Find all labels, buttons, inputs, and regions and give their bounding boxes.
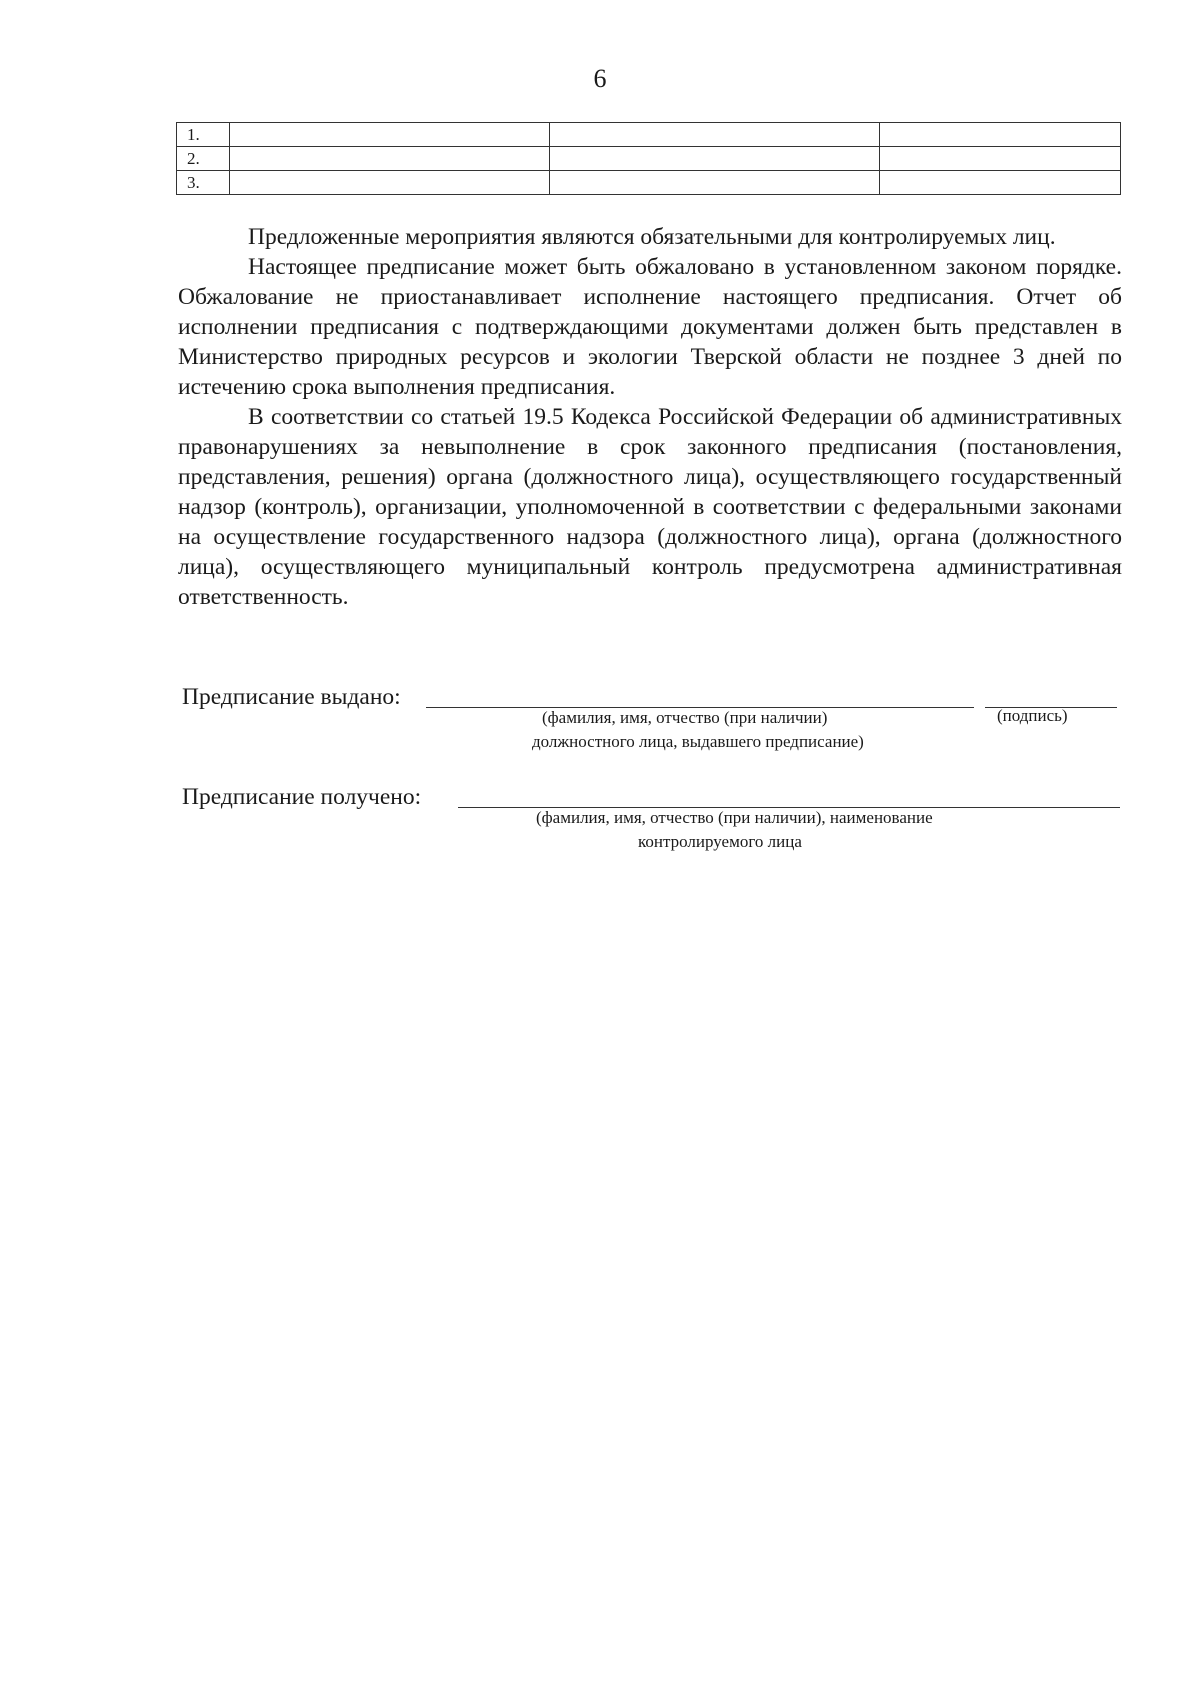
table-cell xyxy=(230,147,550,171)
table-cell-number: 3. xyxy=(177,171,230,195)
table-cell xyxy=(230,123,550,147)
table-cell xyxy=(880,171,1121,195)
issued-name-caption-line1: (фамилия, имя, отчество (при наличии) xyxy=(542,708,828,727)
issued-label: Предписание выдано: xyxy=(182,684,401,710)
table-row xyxy=(177,171,1121,195)
received-label: Предписание получено: xyxy=(182,784,422,810)
issued-signature-caption: (подпись) xyxy=(997,706,1068,725)
table-cell-number: 1. xyxy=(177,123,230,147)
table-row xyxy=(177,147,1121,171)
table-row xyxy=(177,123,1121,147)
paragraph-mandatory-measures: Предложенные мероприятия являются обязательными для контролируемых лиц. xyxy=(248,224,1056,250)
table-cell xyxy=(230,171,550,195)
received-caption-line1: (фамилия, имя, отчество (при наличии), наименование xyxy=(536,808,933,827)
issued-name-caption-line2: должностного лица, выдавшего предписание) xyxy=(532,732,864,751)
body-text xyxy=(178,222,1122,612)
table-cell xyxy=(880,147,1121,171)
table-cell xyxy=(550,171,880,195)
actions-table xyxy=(176,122,1121,195)
table-cell-number: 2. xyxy=(177,147,230,171)
page-number: 6 xyxy=(593,64,607,93)
received-caption-line2: контролируемого лица xyxy=(638,832,802,851)
table-cell xyxy=(550,123,880,147)
table-cell xyxy=(880,123,1121,147)
table-cell xyxy=(550,147,880,171)
paragraph-appeal-procedure: Настоящее предписание может быть обжаловано в установленном законом порядке. Обжалование не приостанавливает исполнение настоящего предписания. Отчет об исполнении предписания с подтверждающими документами должен быть представлен в Министерство природных ресурсов и экологии Тверской области не позднее 3 дней по истечению срока выполнения предписания. xyxy=(178,254,1122,400)
paragraph-liability: В соответствии со статьей 19.5 Кодекса Российской Федерации об административных правонарушениях за невыполнение в срок законного предписания (постановления, представления, решения) органа (должностного лица), осуществляющего государственный надзор (контроль), организации, уполномоченной в соответствии с федеральными законами на осуществление государственного надзора (должностного лица), органа (должностного лица), осуществляющего муниципальный контроль предусмотрена административная ответственность. xyxy=(178,404,1122,610)
